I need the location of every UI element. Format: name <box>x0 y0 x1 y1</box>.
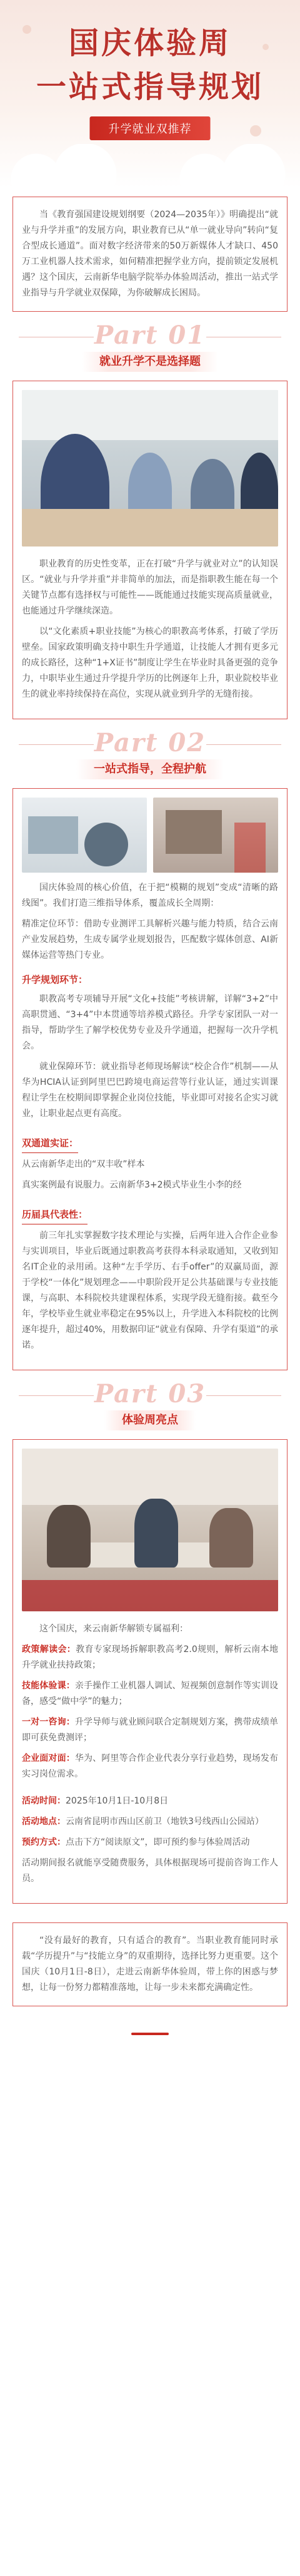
event-booking-value: 点击下方“阅读原文”，即可预约参与体验周活动 <box>66 1837 250 1847</box>
part2-para3: 职教高考专项辅导开展“文化+技能”考核讲解，详解“3+2”中高职贯通、“3+4”中本贯通等培养模式路径。升学专家团队一对一指导，帮助学生了解学校优势专业及升学通道，把握每一次升学机会。 <box>22 994 278 1051</box>
part1-header <box>0 312 300 381</box>
highlight-consult-title: 一对一咨询： <box>22 1717 75 1727</box>
part1-section <box>12 381 288 719</box>
part-line-right <box>206 1395 281 1396</box>
photo-shape <box>234 823 266 873</box>
highlight-consult-text: 升学导师与就业顾问联合定制规划方案，携带成绩单即可获免费测评； <box>22 1717 279 1743</box>
part2-word: Part 02 <box>94 728 206 757</box>
photo-shape <box>209 1508 253 1568</box>
part3-header <box>0 1370 300 1439</box>
event-note: 活动期间报名就能享受随费服务，具体根据现场可提前咨询工作人员。 <box>22 1858 278 1884</box>
event-booking-label: 预约方式： <box>22 1837 66 1847</box>
event-time <box>22 1793 278 1809</box>
photo-shape <box>47 1505 91 1568</box>
decor-dot <box>250 125 261 136</box>
bottom-bar <box>131 2033 169 2035</box>
hero-banner <box>0 0 300 188</box>
part3-label: 体验周亮点 <box>104 1410 196 1430</box>
part2-header <box>0 719 300 788</box>
event-booking <box>22 1835 278 1850</box>
part2-para5: 从云南新华走出的“双丰收”样本 <box>22 1159 145 1169</box>
hero-title-line2: 一站式指导规划 <box>36 69 264 105</box>
highlight-enterprise-title: 企业面对面： <box>22 1753 75 1763</box>
highlight-policy-text: 教育专家现场拆解职教高考2.0规则，解析云南本地升学就业扶持政策； <box>22 1645 279 1670</box>
meeting-photo <box>22 1449 278 1611</box>
hero-title-line1: 国庆体验周 <box>68 26 231 61</box>
part2-para7: 前三年扎实掌握数字技术理论与实操，后两年进入合作企业参与实训项目，毕业后既通过职教高考获得本科录取通知，又收到知名IT企业的录用函。这种“左手学历、右手offer”的双赢局面，源于学校“一体化”规划理念——中职阶段开足公共基础课与专业技能课，与高职、本科院校共建课程体系，实现学段无缝衔接。截至今年，学校毕业生就业率稳定在95%以上，升学进入本科院校的比例逐年提升，超过40%，用数据印证“就业有保障、升学有渠道”的承诺。 <box>22 1231 278 1350</box>
photo-shape <box>22 1449 278 1505</box>
part2-section <box>12 788 288 1370</box>
part3-para1: 这个国庆，来云南新华解锁专属福利： <box>39 1624 188 1634</box>
photo-desk <box>22 509 278 547</box>
spacer <box>0 1904 300 1922</box>
upgrade-title: 升学规划环节： <box>22 974 88 985</box>
highlight-skill-text: 亲手操作工业机器人调试、短视频创意制作等实训设备，感受“做中学”的魅力； <box>22 1681 279 1706</box>
photo-shape <box>84 823 128 866</box>
part3-section <box>12 1439 288 1904</box>
cloud-decor <box>156 144 300 188</box>
intro-text: 当《教育强国建设规划纲要（2024—2035年）》明确提出“就业与升学并重”的发展方向，职业教育已从“单一就业导向”转向“复合型成长通道”。面对数字经济带来的50万新媒体人才缺口、450万工业机器人技术需求，如何精准把握学业方向，提前锁定发展机遇？这个国庆，云南新华电脑学院举办体验周活动，推出一站式学业指导与升学就业双保障，为你破解成长困局。 <box>22 210 278 298</box>
double-channel-title: 双通道实证： <box>22 1136 78 1153</box>
photo-shape <box>166 810 222 854</box>
closing-text: “没有最好的教育，只有适合的教育”。当职业教育能同时承载“学历提升”与“技能立身”的双重期待，选择比努力更重要。这个国庆（10月1日-8日），走进云南新华体验周，带上你的困惑与梦想，让每一份努力都精准落地，让每一步未来都充满确定性。 <box>22 1936 278 1993</box>
highlight-item <box>22 1642 278 1673</box>
event-place-label: 活动地点： <box>22 1817 66 1827</box>
spacer <box>22 1787 278 1793</box>
hero-title <box>0 21 300 109</box>
part1-word: Part 01 <box>94 321 206 350</box>
studio-photo <box>153 798 278 873</box>
closing-box <box>12 1922 288 2006</box>
event-place-value: 云南省昆明市西山区前卫（地铁3号线西山公园站） <box>66 1817 264 1827</box>
photo-shape <box>134 1499 178 1568</box>
lab-photo <box>22 798 147 873</box>
event-time-label: 活动时间： <box>22 1796 66 1806</box>
part1-para1: 职业教育的历史性变革，正在打破“升学与就业对立”的认知误区。“就业与升学并重”并非简单的加法，而是指职教生能在每一个关键节点都有选择权与可能性——既能通过技能实现高质量就业，也能通过升学继续深造。 <box>22 559 278 616</box>
part3-word: Part 03 <box>94 1379 206 1409</box>
part2-para1: 国庆体验周的核心价值，在于把“模糊的规划”变成“清晰的路线图”。我们打造三维指导体系，覆盖成长全周期： <box>22 883 278 908</box>
part2-para2: 精准定位环节：借助专业测评工具解析兴趣与能力特质，结合云南产业发展趋势，生成专属学业规划报告，匹配数字媒体创意、AI新媒体运营等热门专业。 <box>22 919 278 960</box>
part-line-right <box>206 744 281 745</box>
highlight-item <box>22 1715 278 1746</box>
intro-box <box>12 197 288 312</box>
highlight-item <box>22 1678 278 1710</box>
part2-label: 一站式指导，全程护航 <box>76 759 224 779</box>
part2-para4: 就业保障环节：就业指导老师现场解读“校企合作”机制——从华为HCIA认证到阿里巴巴跨境电商运营等行业认证，通过实训课程让学生在校期间即掌握企业岗位技能，毕业即可对接名企实习就业，让职业起点更有高度。 <box>22 1062 278 1119</box>
event-place <box>22 1814 278 1830</box>
highlight-skill-title: 技能体验课： <box>22 1681 75 1691</box>
photo-row <box>22 798 278 873</box>
cloud-decor <box>0 144 150 188</box>
highlight-enterprise-text: 华为、阿里等合作企业代表分享行业趋势，现场发布实习岗位需求。 <box>22 1753 279 1779</box>
highlight-item <box>22 1751 278 1782</box>
event-time-value: 2025年10月1日-10月8日 <box>66 1796 169 1806</box>
results-title: 历届具代表性： <box>22 1207 88 1224</box>
photo-board <box>22 390 278 440</box>
spacer <box>0 188 300 197</box>
classroom-photo <box>22 390 278 547</box>
bottom-decor <box>0 2006 300 2044</box>
part1-para2: 以“文化素质+职业技能”为核心的职教高考体系，打破了学历壁垒。国家政策明确支持中职生升学通道，让技能人才拥有更多元的成长路径，这种“1+X证书”制度让学生在毕业时具备更强的竞争力，中职毕业生通过升学提升学历的比例逐年上升，职业院校毕业生的就业率持续保持在高位，实现从就业到升学的无缝衔接。 <box>22 627 278 699</box>
highlight-policy-title: 政策解读会： <box>22 1645 76 1655</box>
photo-shape <box>28 816 78 854</box>
hero-subtitle: 升学就业双推荐 <box>90 116 211 140</box>
photo-shape <box>22 1580 278 1611</box>
part2-para6: 真实案例最有说服力。云南新华3+2模式毕业生小李的经 <box>22 1180 242 1190</box>
part1-label: 就业升学不是选择题 <box>82 352 218 372</box>
